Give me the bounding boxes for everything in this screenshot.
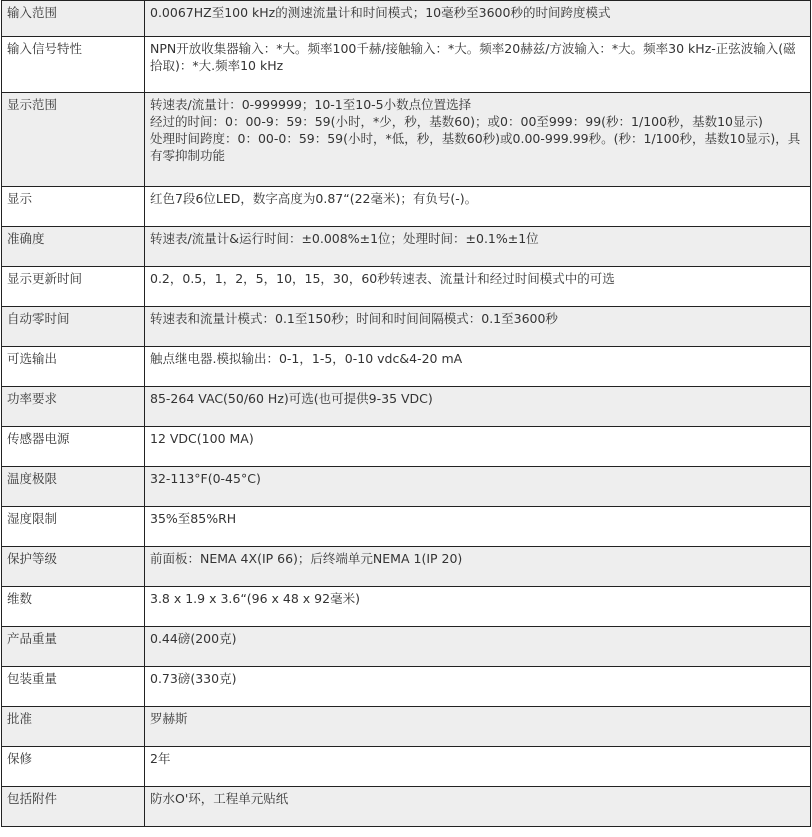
spec-value-line: 转速表/流量计：0-999999；10-1至10-5小数点位置选择: [150, 97, 472, 112]
spec-row: [2, 707, 811, 747]
spec-value: [145, 707, 811, 747]
spec-value: [145, 267, 811, 307]
spec-value: [145, 627, 811, 667]
spec-value: [145, 747, 811, 787]
spec-value: [145, 387, 811, 427]
spec-value-line: 转速表和流量计模式：0.1至150秒；时间和时间间隔模式：0.1至3600秒: [150, 311, 558, 326]
spec-value: [145, 227, 811, 267]
spec-row: [2, 787, 811, 827]
spec-row: [2, 187, 811, 227]
spec-row: [2, 267, 811, 307]
spec-row: [2, 747, 811, 787]
spec-value-line: 0.73磅(330克): [150, 671, 237, 686]
spec-value-line: 触点继电器.模拟输出：0-1，1-5，0-10 vdc&4-20 mA: [150, 351, 463, 366]
spec-value: [145, 467, 811, 507]
spec-value-line: 32-113°F(0-45°C): [150, 471, 261, 486]
spec-value: [145, 667, 811, 707]
spec-value-line: 0.0067HZ至100 kHz的测速流量计和时间模式；10毫秒至3600秒的时间跨度模式: [150, 5, 611, 20]
spec-value: [145, 547, 811, 587]
spec-label: 批准: [2, 707, 145, 747]
specification-table-body: [2, 1, 811, 827]
spec-label: 显示更新时间: [2, 267, 145, 307]
spec-value-line: 12 VDC(100 MA): [150, 431, 254, 446]
spec-row: [2, 627, 811, 667]
spec-value-line: 2年: [150, 751, 171, 766]
spec-row: [2, 667, 811, 707]
spec-value-line: 85-264 VAC(50/60 Hz)可选(也可提供9-35 VDC): [150, 391, 433, 406]
spec-label: 维数: [2, 587, 145, 627]
spec-row: [2, 347, 811, 387]
spec-row: [2, 227, 811, 267]
spec-label: 可选输出: [2, 347, 145, 387]
spec-value: [145, 307, 811, 347]
spec-value-line: 防水O'环，工程单元贴纸: [150, 791, 289, 806]
spec-value-line: 罗赫斯: [150, 711, 188, 726]
spec-label: 保护等级: [2, 547, 145, 587]
spec-label: 包括附件: [2, 787, 145, 827]
spec-label: 传感器电源: [2, 427, 145, 467]
spec-row: [2, 387, 811, 427]
spec-label: 显示: [2, 187, 145, 227]
spec-value: [145, 1, 811, 37]
spec-value: [145, 187, 811, 227]
spec-value: [145, 787, 811, 827]
spec-value: [145, 587, 811, 627]
spec-value-line: 前面板：NEMA 4X(IP 66)；后终端单元NEMA 1(IP 20): [150, 551, 463, 566]
spec-value-line: 转速表/流量计&运行时间：±0.008%±1位；处理时间：±0.1%±1位: [150, 231, 539, 246]
spec-value-line: 0.2，0.5，1，2，5，10，15，30，60秒转速表、流量计和经过时间模式中的可选: [150, 271, 615, 286]
spec-row: [2, 467, 811, 507]
spec-value-line: 3.8 x 1.9 x 3.6“(96 x 48 x 92毫米): [150, 591, 360, 606]
spec-row: [2, 37, 811, 93]
spec-label: 湿度限制: [2, 507, 145, 547]
spec-label: 输入范围: [2, 1, 145, 37]
spec-value-line: 处理时间跨度：0：00-0：59：59(小时，*低，秒，基数60秒)或0.00-999.99秒。(秒：1/100秒，基数10显示)，具有零抑制功能: [150, 131, 801, 163]
spec-value: [145, 37, 811, 93]
spec-value-line: 0.44磅(200克): [150, 631, 237, 646]
spec-label: 包装重量: [2, 667, 145, 707]
spec-label: 显示范围: [2, 93, 145, 187]
spec-label: 产品重量: [2, 627, 145, 667]
spec-label: 温度极限: [2, 467, 145, 507]
spec-value: [145, 93, 811, 187]
spec-value: [145, 427, 811, 467]
spec-label: 准确度: [2, 227, 145, 267]
spec-value-line: NPN开放收集器输入：*大。频率100千赫/接触输入：*大。频率20赫兹/方波输入：*大。频率30 kHz-正弦波输入(磁拾取)：*大.频率10 kHz: [150, 41, 796, 73]
spec-value-line: 红色7段6位LED，数字高度为0.87“(22毫米)；有负号(-)。: [150, 191, 478, 206]
spec-value: [145, 507, 811, 547]
spec-label: 输入信号特性: [2, 37, 145, 93]
spec-label: 功率要求: [2, 387, 145, 427]
spec-row: [2, 93, 811, 187]
spec-row: [2, 547, 811, 587]
specification-table: [1, 0, 811, 827]
spec-row: [2, 307, 811, 347]
spec-row: [2, 427, 811, 467]
spec-value: [145, 347, 811, 387]
spec-value-line: 35%至85%RH: [150, 511, 237, 526]
spec-row: [2, 1, 811, 37]
spec-label: 自动零时间: [2, 307, 145, 347]
spec-row: [2, 587, 811, 627]
spec-label: 保修: [2, 747, 145, 787]
spec-value-line: 经过的时间：0：00-9：59：59(小时，*少，秒，基数60)；或0：00至999：99(秒：1/100秒，基数10显示): [150, 114, 763, 129]
spec-row: [2, 507, 811, 547]
